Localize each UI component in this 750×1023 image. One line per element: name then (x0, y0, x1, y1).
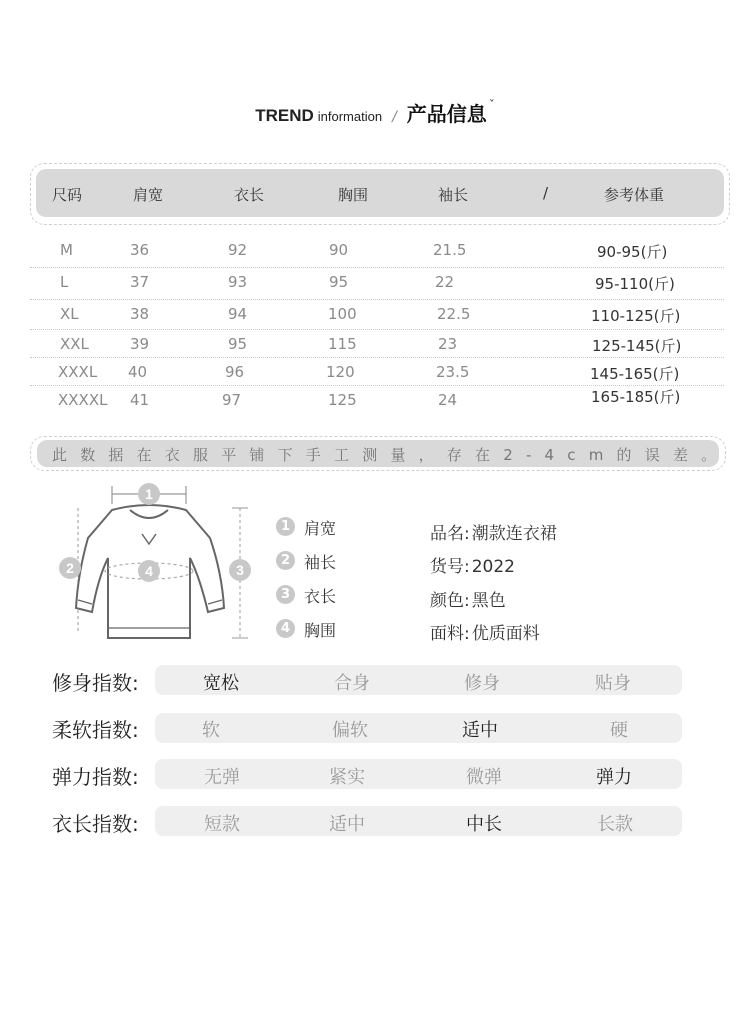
table-cell-weight: 95-110(斤) (595, 275, 675, 293)
legend-number-4: 4 (276, 619, 295, 638)
diagram-marker-1 (138, 483, 160, 505)
table-cell-sleeve: 21.5 (433, 241, 467, 259)
title-en-light: information (317, 109, 383, 124)
softness-option: 硬 (610, 720, 628, 741)
product-color-value: 黑色 (471, 591, 506, 611)
header-size: 尺码 (52, 186, 83, 204)
softness-option: 偏软 (332, 720, 368, 741)
table-cell-chest: 95 (329, 273, 349, 291)
legend-label-chest: 胸围 (304, 621, 337, 640)
table-cell-sleeve: 23.5 (436, 363, 470, 381)
product-name (430, 519, 557, 544)
diagram-marker-1-label: 1 (145, 486, 153, 502)
elasticity-option: 弹力 (596, 767, 632, 788)
legend-number-3: 3 (276, 585, 295, 604)
product-name-label: 品名: (430, 524, 470, 544)
title-cn: 产品信息 (406, 102, 487, 126)
diagram-marker-4 (138, 560, 160, 582)
table-cell-weight: 145-165(斤) (590, 365, 680, 383)
title-slash: / (392, 109, 397, 125)
header-slash: / (543, 184, 549, 202)
table-cell-length: 95 (228, 335, 248, 353)
product-color (430, 586, 506, 611)
table-cell-length: 96 (225, 363, 245, 381)
product-color-label: 颜色: (430, 591, 470, 611)
row-divider (30, 267, 724, 268)
table-cell-chest: 125 (328, 391, 357, 409)
fit-index-title: 修身指数: (52, 671, 139, 695)
legend-label-length: 衣长 (304, 587, 337, 606)
garment-measurement-diagram (50, 478, 260, 646)
table-cell-shoulder: 36 (130, 241, 150, 259)
diagram-marker-4-label: 4 (145, 563, 153, 579)
product-fabric-value: 优质面料 (471, 624, 540, 644)
table-cell-chest: 120 (326, 363, 355, 381)
table-cell-chest: 100 (328, 305, 357, 323)
table-cell-size: XXXXL (58, 391, 108, 409)
header-weight: 参考体重 (604, 186, 665, 204)
header-sleeve: 袖长 (438, 186, 469, 204)
diagram-marker-3 (229, 559, 251, 581)
length-index-title: 衣长指数: (52, 812, 139, 836)
elasticity-index-title: 弹力指数: (52, 765, 139, 789)
legend-number-2: 2 (276, 551, 295, 570)
elasticity-option: 微弹 (466, 767, 502, 788)
table-cell-length: 94 (228, 305, 248, 323)
fit-option: 贴身 (595, 673, 631, 694)
table-cell-sleeve: 23 (438, 335, 458, 353)
length-option: 中长 (466, 814, 502, 835)
softness-option: 软 (202, 720, 220, 741)
header-length: 衣长 (234, 186, 265, 204)
product-item-number (430, 552, 515, 577)
table-cell-size: XL (60, 305, 79, 323)
elasticity-option: 紧实 (329, 767, 365, 788)
header-shoulder: 肩宽 (133, 186, 164, 204)
diagram-marker-2-label: 2 (66, 560, 74, 576)
table-cell-length: 92 (228, 241, 248, 259)
table-cell-weight: 90-95(斤) (597, 243, 668, 261)
table-cell-chest: 90 (329, 241, 349, 259)
table-cell-length: 93 (228, 273, 248, 291)
table-cell-chest: 115 (328, 335, 357, 353)
table-cell-weight: 110-125(斤) (591, 307, 681, 325)
table-cell-size: XXXL (58, 363, 98, 381)
table-cell-length: 97 (222, 391, 242, 409)
title-en-bold: TREND (255, 106, 314, 125)
table-cell-sleeve: 24 (438, 391, 458, 409)
length-option: 适中 (329, 814, 365, 835)
product-name-value: 潮款连衣裙 (471, 524, 557, 544)
table-cell-sleeve: 22.5 (437, 305, 471, 323)
product-fabric (430, 619, 540, 644)
table-cell-size: M (60, 241, 73, 259)
product-fabric-label: 面料: (430, 624, 470, 644)
table-cell-shoulder: 41 (130, 391, 150, 409)
legend-label-shoulder: 肩宽 (304, 519, 337, 538)
table-cell-shoulder: 37 (130, 273, 150, 291)
title-tick: ˇ (488, 98, 495, 112)
length-option: 长款 (597, 814, 633, 835)
table-cell-size: XXL (60, 335, 89, 353)
table-cell-weight: 165-185(斤) (591, 388, 681, 406)
row-divider (30, 299, 724, 300)
row-divider (30, 357, 724, 358)
legend-number-1: 1 (276, 517, 295, 536)
fit-option: 合身 (334, 673, 370, 694)
table-cell-sleeve: 22 (435, 273, 455, 291)
softness-index-title: 柔软指数: (52, 718, 139, 742)
header-chest: 胸围 (338, 186, 369, 204)
table-cell-shoulder: 39 (130, 335, 150, 353)
fit-option: 修身 (464, 673, 500, 694)
softness-option: 适中 (462, 720, 498, 741)
diagram-marker-2 (59, 557, 81, 579)
legend-label-sleeve: 袖长 (304, 553, 337, 572)
table-cell-size: L (60, 273, 69, 291)
page-title (0, 98, 750, 127)
table-cell-shoulder: 38 (130, 305, 150, 323)
elasticity-option: 无弹 (204, 767, 240, 788)
table-cell-shoulder: 40 (128, 363, 148, 381)
fit-option: 宽松 (203, 673, 239, 694)
table-cell-weight: 125-145(斤) (592, 337, 682, 355)
length-option: 短款 (204, 814, 240, 835)
measurement-note: 此数据在衣服平铺下手工测量，存在2-4cm的误差。 (52, 446, 730, 464)
diagram-marker-3-label: 3 (236, 562, 244, 578)
product-item-number-value: 2022 (471, 557, 515, 577)
row-divider (30, 329, 724, 330)
product-item-number-label: 货号: (430, 557, 470, 577)
